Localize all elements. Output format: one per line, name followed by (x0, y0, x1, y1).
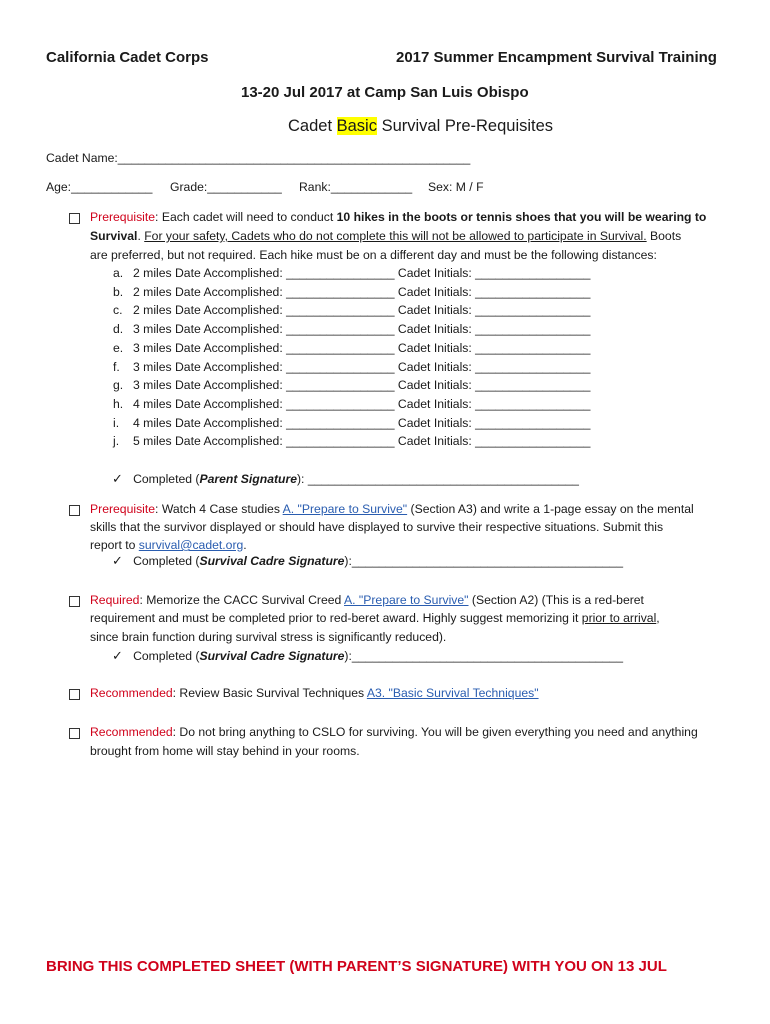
item3-line3: since brain function during survival stress is significantly reduced). (90, 630, 447, 644)
item1-line3: are preferred, but not required. Each hike must be on a different day and must be the following distances: (90, 248, 657, 262)
hike-letter: c. (113, 303, 123, 318)
hike-text: 3 miles Date Accomplished: ________________ Cadet Initials: _________________ (133, 378, 591, 393)
item5-line1: Recommended: Do not bring anything to CSLO for surviving. You will be given everything you need and anything (90, 725, 698, 739)
org-name: California Cadet Corps (46, 49, 209, 66)
hike-letter: g. (113, 378, 124, 393)
age-field[interactable]: Age:____________ (46, 180, 153, 194)
item2-line3: report to survival@cadet.org. (90, 538, 247, 552)
hike-text: 3 miles Date Accomplished: ________________ Cadet Initials: _________________ (133, 340, 591, 355)
hike-row[interactable] (113, 341, 590, 355)
hike-text: 2 miles Date Accomplished: ________________ Cadet Initials: _________________ (133, 303, 591, 318)
rank-field[interactable]: Rank:____________ (299, 180, 413, 194)
checkbox-item4[interactable] (69, 689, 80, 700)
checkbox-item5[interactable] (69, 728, 80, 739)
page-title: Cadet Basic Survival Pre-Requisites (288, 117, 554, 135)
hike-letter: a. (113, 266, 124, 280)
program-title: 2017 Summer Encampment Survival Training (396, 49, 717, 66)
item3-completed: ✓ Completed (Survival Cadre Signature):________________________________________ (112, 648, 623, 663)
prepare-to-survive-link[interactable]: A. "Prepare to Survive" (282, 502, 408, 516)
item4-line1: Recommended: Review Basic Survival Techniques A3. "Basic Survival Techniques" (90, 686, 539, 700)
item2-completed: ✓ Completed (Survival Cadre Signature):________________________________________ (112, 553, 623, 568)
hike-text: 3 miles Date Accomplished: ________________ Cadet Initials: _________________ (133, 359, 591, 374)
hike-row[interactable] (113, 285, 590, 299)
item2-line2: skills that the survivor displayed or should have displayed to survive their respective situations. Submit this (90, 520, 664, 534)
hike-row[interactable] (113, 416, 590, 430)
hike-text: 5 miles Date Accomplished: ________________ Cadet Initials: _________________ (133, 434, 591, 449)
item3-line2: requirement and must be completed prior to red-beret award. Highly suggest memorizing it prior to arrival, (90, 611, 660, 625)
hike-row[interactable] (113, 434, 590, 448)
hike-row[interactable] (113, 303, 590, 317)
hike-row[interactable] (113, 322, 590, 336)
checkbox-item3[interactable] (69, 596, 80, 607)
basic-survival-techniques-link[interactable]: A3. "Basic Survival Techniques" (366, 686, 539, 700)
item1-line1: Prerequisite: Each cadet will need to conduct 10 hikes in the boots or tennis shoes that you will be wearing to (90, 210, 707, 224)
highlighted-word: Basic (336, 117, 377, 135)
checkmark-icon: ✓ (112, 648, 123, 663)
item1-completed: ✓ Completed (Parent Signature): ________________________________________ (112, 471, 579, 486)
item5-line2: brought from home will stay behind in your rooms. (90, 744, 360, 758)
checkmark-icon: ✓ (112, 471, 123, 486)
sex-field[interactable]: Sex: M / F (428, 180, 484, 194)
hike-text: 4 miles Date Accomplished: ________________ Cadet Initials: _________________ (133, 396, 591, 411)
prepare-to-survive-link-2[interactable]: A. "Prepare to Survive" (344, 593, 469, 607)
hike-letter: e. (113, 340, 124, 355)
item1-label: Prerequisite (90, 210, 156, 224)
hike-letter: j. (113, 434, 120, 449)
hike-letter: b. (113, 284, 124, 299)
hike-letter: i. (113, 415, 120, 430)
item2-line1: Prerequisite: Watch 4 Case studies A. "Prepare to Survive" (Section A3) and write a 1-page essay on the mental (90, 502, 694, 516)
hike-row[interactable] (113, 360, 590, 374)
hike-letter: d. (113, 322, 124, 337)
hike-text: 2 miles Date Accomplished: ________________ Cadet Initials: _________________ (133, 284, 591, 299)
checkmark-icon: ✓ (112, 553, 123, 568)
hike-letter: h. (113, 396, 124, 411)
item3-line1: Required: Memorize the CACC Survival Creed A. "Prepare to Survive" (Section A2) (This is a red-beret (90, 593, 644, 607)
hike-row[interactable] (113, 397, 590, 411)
dates-location: 13-20 Jul 2017 at Camp San Luis Obispo (241, 84, 529, 101)
hike-text: 4 miles Date Accomplished: ________________ Cadet Initials: _________________ (133, 415, 591, 430)
hike-row[interactable] (113, 378, 590, 392)
hike-text: 3 miles Date Accomplished: ________________ Cadet Initials: _________________ (133, 322, 591, 337)
email-link[interactable]: survival@cadet.org (138, 538, 244, 552)
hike-letter: f. (113, 359, 120, 374)
hike-row[interactable] (113, 266, 590, 280)
footer-notice: BRING THIS COMPLETED SHEET (WITH PARENT’S SIGNATURE) WITH YOU ON 13 JUL (46, 958, 667, 975)
checkbox-item1[interactable] (69, 213, 80, 224)
item1-line2: Survival. For your safety, Cadets who do not complete this will not be allowed to participate in Survival. Boots (90, 229, 682, 243)
checkbox-item2[interactable] (69, 505, 80, 516)
cadet-name-field[interactable]: Cadet Name:____________________________________________________ (46, 151, 471, 165)
grade-field[interactable]: Grade:___________ (170, 180, 282, 194)
hike-text: 2 miles Date Accomplished: ________________ Cadet Initials: _________________ (133, 266, 591, 280)
